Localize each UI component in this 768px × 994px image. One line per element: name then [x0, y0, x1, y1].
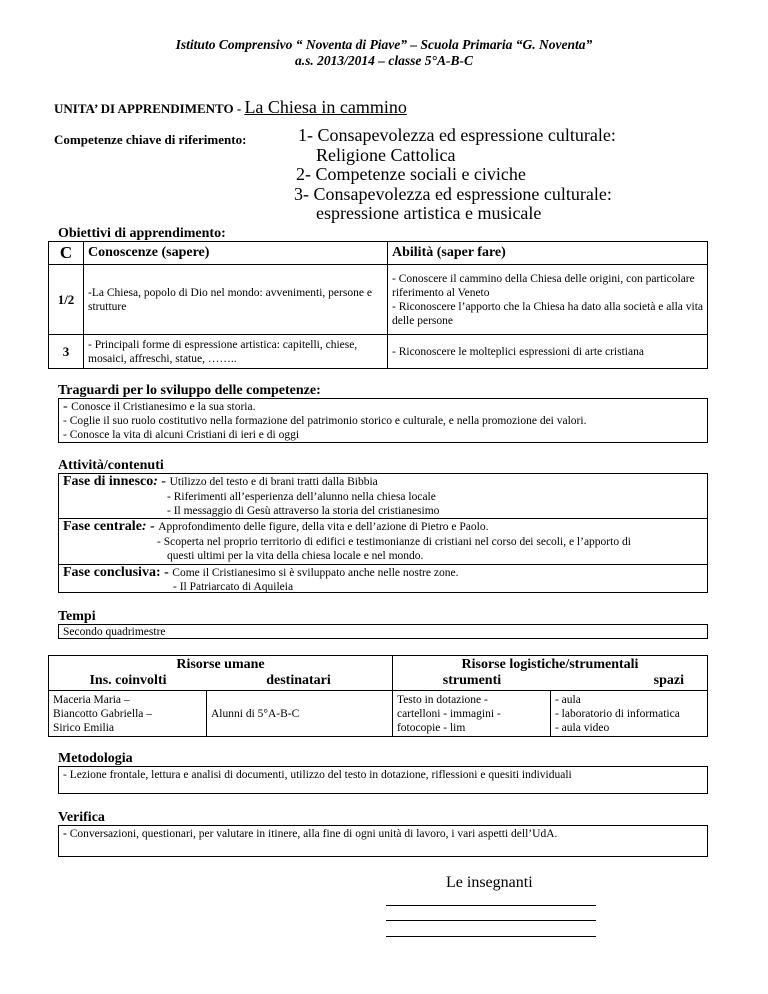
attivita-box: [58, 473, 708, 593]
tempi-box: Secondo quadrimestre: [58, 624, 708, 639]
signature-line: [386, 905, 596, 906]
traguardo-item: - Conosce il Cristianesimo e la sua storia.: [63, 399, 256, 414]
row-conoscenze: - Principali forme di espressione artistica: capitelli, chiese, mosaici, affreschi, statue, ……..: [84, 335, 388, 369]
risorse-umane-header: Risorse umane Ins. coinvolti destinatari: [49, 656, 393, 691]
fase-centrale-line: questi ultimi per la vita della chiesa locale e nel mondo.: [167, 550, 424, 562]
traguardo-item: - Conosce la vita di alcuni Cristiani di ieri e di oggi: [63, 429, 300, 441]
competenza-line: 2- Competenze sociali e civiche: [296, 164, 526, 184]
col-spazi: spazi: [653, 673, 684, 688]
col-destinatari: destinatari: [266, 673, 331, 688]
spazi-cell: - aula - laboratorio di informatica - aula video: [550, 691, 707, 737]
uda-title: La Chiesa in cammino: [244, 97, 407, 117]
fase-innesco-line: - Il messaggio di Gesù attraverso la storia del cristianesimo: [167, 505, 440, 517]
competenza-line: 1- Consapevolezza ed espressione culturale:: [298, 125, 616, 145]
competenza-line: Religione Cattolica: [316, 144, 456, 165]
col-abilita-header: Abilità (saper fare): [388, 242, 708, 265]
risorse-table: [48, 655, 708, 737]
row-abilita: [388, 265, 708, 335]
row-c: 1/2: [49, 265, 84, 335]
obiettivi-title: Obiettivi di apprendimento:: [58, 226, 226, 241]
verifica-box: - Conversazioni, questionari, per valutare in itinere, alla fine di ogni unità di lavoro, i vari aspetti dell’UdA.: [58, 825, 708, 857]
tempi-title: Tempi: [58, 609, 96, 624]
destinatari-cell: Alunni di 5°A-B-C: [207, 691, 393, 737]
traguardi-title: Traguardi per lo sviluppo delle competenze:: [58, 383, 321, 398]
col-strumenti: strumenti: [442, 673, 502, 688]
strumenti-cell: Testo in dotazione - cartelloni - immagini - fotocopie - lim: [392, 691, 550, 737]
metodologia-box: - Lezione frontale, lettura e analisi di documenti, utilizzo del testo in dotazione, riflessioni e quesiti individuali: [58, 766, 708, 794]
col-ins: Ins. coinvolti: [89, 673, 167, 688]
fase-centrale-line: - Scoperta nel proprio territorio di edifici e testimonianze di cristiani nel corso dei secoli, e l’apporto di: [157, 536, 631, 548]
fase-innesco-line: - Riferimenti all’esperienza dell’alunno nella chiesa locale: [167, 491, 436, 503]
col-c-header: C: [49, 242, 84, 265]
competenza-line: 3- Consapevolezza ed espressione culturale:: [294, 183, 612, 204]
header-line-2: a.s. 2013/2014 – classe 5°A-B-C: [295, 53, 473, 68]
competenza-line: espressione artistica e musicale: [316, 203, 542, 223]
uda-label: UNITA’ DI APPRENDIMENTO -: [54, 101, 245, 116]
header-line-1: Istituto Comprensivo “ Noventa di Piave” – Scuola Primaria “G. Noventa”: [175, 37, 593, 52]
obiettivi-table: [48, 241, 708, 369]
attivita-title: Attività/contenuti: [58, 458, 164, 473]
abilita-line: - Conoscere il cammino della Chiesa delle origini, con particolare riferimento al Veneto: [392, 272, 695, 299]
uda-heading: [54, 97, 407, 118]
competenze-label: Competenze chiave di riferimento:: [54, 132, 247, 147]
row-c: 3: [49, 335, 84, 369]
fase-conclusiva: Fase conclusiva: - Come il Cristianesimo si è sviluppato anche nelle nostre zone.: [63, 565, 459, 580]
traguardi-box: [58, 398, 708, 443]
ins-coinvolti-cell: Maceria Maria – Biancotto Gabriella – Sirico Emilia: [49, 691, 207, 737]
fase-conclusiva-line: - Il Patriarcato di Aquileia: [173, 581, 294, 593]
metodologia-title: Metodologia: [58, 751, 133, 766]
row-conoscenze: -La Chiesa, popolo di Dio nel mondo: avvenimenti, persone e strutture: [84, 265, 388, 335]
risorse-logistiche-header: Risorse logistiche/strumentali strumenti spazi: [392, 656, 707, 691]
signature-line: [386, 920, 596, 921]
firma-label: Le insegnanti: [446, 874, 533, 891]
fase-centrale: Fase centrale: - Approfondimento delle figure, della vita e dell’azione di Pietro e Paolo.: [63, 519, 489, 534]
row-abilita: - Riconoscere le molteplici espressioni di arte cristiana: [388, 335, 708, 369]
abilita-line: - Riconoscere l’apporto che la Chiesa ha dato alla società e alla vita delle persone: [392, 300, 704, 327]
competenze-list: [294, 125, 616, 224]
fase-innesco: Fase di innesco: - Utilizzo del testo e di brani tratti dalla Bibbia: [63, 474, 378, 489]
traguardo-item: - Coglie il suo ruolo costitutivo nella formazione del patrimonio storico e culturale, e nella promozione dei valori.: [63, 415, 587, 427]
verifica-title: Verifica: [58, 810, 105, 825]
signature-line: [386, 936, 596, 937]
col-conoscenze-header: Conoscenze (sapere): [84, 242, 388, 265]
